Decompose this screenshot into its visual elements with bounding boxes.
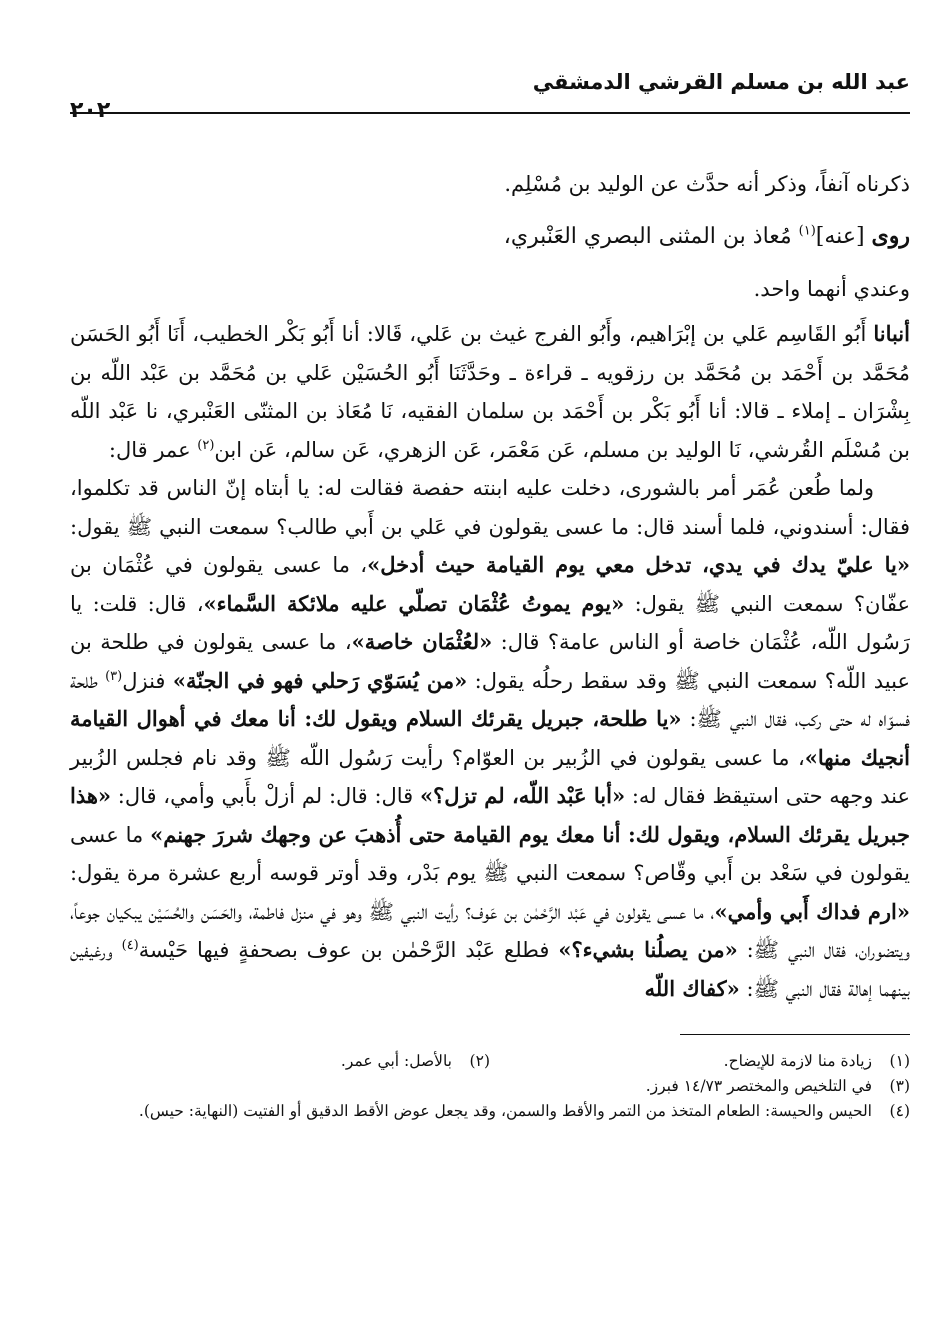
hadith-quote: «أبا عَبْد اللّه، لم تزل؟» xyxy=(419,783,626,808)
matn-text: ، ما عسى يقولون في عُثْمَان بن عفّان؟ سمعت النبي ﷺ يقول: xyxy=(70,553,910,616)
running-title: عبد الله بن مسلم القرشي الدمشقي xyxy=(532,70,910,94)
footnote-1 xyxy=(490,1049,910,1074)
matn-text: ولما طُعن عُمَر أمر بالشورى، دخلت عليه ابنته حفصة فقالت له: يا أبتاه إنّ الناس قد تكلموا، فقال: أسندوني، فلما أسند قال: ما عسى يقولون في عَلي بن أَبي طالب؟ سمعت النبي ﷺ يقول: xyxy=(70,476,910,539)
hadith-quote: «لعُثْمَان خاصة» xyxy=(351,629,493,654)
paragraph-2 xyxy=(70,210,910,263)
footnote-number: (٣) xyxy=(889,1077,910,1095)
matn-text: ، قال: قلت: يا رَسُول اللّه، عُثْمَان خاصة أو الناس عامة؟ قال: xyxy=(70,591,910,654)
paragraph-1-text: ذكرناه آنفاً، وذكر أنه حدَّث عن الوليد بن مُسْلِم. xyxy=(504,172,910,196)
footnote-text: في التلخيص والمختصر ١٤/٧٣ فبرز. xyxy=(645,1077,872,1095)
footnote-ref-4[interactable]: (٤) xyxy=(121,938,139,953)
hadith-quote: «هذا جبريل يقرئك السلام، ويقول لك: أنا معك يوم القيامة حتى أُذهبَ عن وجهك شررَ جهنم» xyxy=(70,783,910,847)
hadith-quote: «من يُسَوّي رَحلي فهو في الجنّة» xyxy=(172,667,468,693)
footnote-divider xyxy=(680,1034,910,1035)
footnote-text: بالأصل: أبي عمر. xyxy=(340,1052,452,1070)
narration-keyword: روى xyxy=(871,223,910,249)
paragraph-3 xyxy=(70,263,910,315)
hadith-quote: «ارم فداك أَبي وأمي» xyxy=(714,898,910,924)
matn-text: ورغيفين بينهما إهالة فقال النبي ﷺ: xyxy=(70,938,910,1001)
matn-text: ما عسى يقولون في سَعْد بن أَبي وقّاص؟ سمعت النبي ﷺ يوم بَدْر، وقد أوتر قوسه أربع عشرة مرة يقول: xyxy=(70,822,910,885)
footnote-text: زيادة منا لازمة للإيضاح. xyxy=(723,1052,872,1070)
footnote-row xyxy=(70,1049,910,1074)
matn-text: ، ما عسى يقولون في الزُبير بن العوّام؟ رأيت رَسُول اللّه ﷺ وقد نام فجلس الزُبير عند وجهه حتى استيقظ فقال له: xyxy=(70,745,910,808)
matn-text: فطلع عَبْد الرَّحْمٰن بن عوف بصحفةٍ فيها حَيْسة xyxy=(138,938,559,962)
matn-text: ، ما عسى يقولون في عَبْد الرَّحْمٰن بن عَوف؟ رأيت النبي ﷺ وهو في منزل فاطمة، والحَسَن والحُسَيْن يبكيان جوعاً، ويتضوران، فقال النبي ﷺ: xyxy=(70,899,911,962)
footnote-text: الحيس والحيسة: الطعام المتخذ من التمر والأقط والسمن، وقد يجعل عوض الأقط الدقيق أو الفتيت (النهاية: حيس). xyxy=(138,1102,872,1120)
footnote-ref-1[interactable]: (١) xyxy=(798,223,816,239)
narration-keyword: أنبانا xyxy=(873,321,910,346)
footnote-ref-3[interactable]: (٣) xyxy=(105,668,123,684)
footnotes xyxy=(70,1049,910,1124)
paragraph-5-matn xyxy=(70,469,910,1008)
footnote-4 xyxy=(70,1099,910,1124)
footnote-number: (٤) xyxy=(889,1102,910,1120)
matn-text: فنزل xyxy=(122,668,173,693)
page-header xyxy=(70,60,910,123)
main-text xyxy=(70,158,910,1008)
matn-text: طلحة فسوّاه له حتى ركب، فقال النبي ﷺ: xyxy=(70,668,910,731)
book-page xyxy=(70,60,910,1310)
paragraph-3-text: وعندي أنهما واحد. xyxy=(753,277,910,301)
matn-text: قال: قال: لم أزلْ بأَبي وأمي، قال: xyxy=(111,784,420,808)
footnote-ref-2[interactable]: (٢) xyxy=(197,437,215,453)
page-number: ٢٠٢ xyxy=(70,98,111,123)
hadith-quote: «من يصلُنا بشيء؟» xyxy=(558,937,738,962)
paragraph-4-isnad xyxy=(70,315,910,469)
paragraph-1 xyxy=(70,158,910,210)
footnote-2 xyxy=(70,1049,490,1074)
footnote-3 xyxy=(70,1074,910,1099)
editorial-addition: [عنه] xyxy=(815,224,865,249)
hadith-quote: «يا طلحة، جبريل يقرئك السلام ويقول لك: أنا معك في أهوال القيامة أنجيك منها» xyxy=(70,706,910,770)
matn-text: ، ما عسى يقولون في طلحة بن عبيد اللّه؟ سمعت النبي ﷺ وقد سقط رحلُه يقول: xyxy=(70,630,910,693)
isnad-text-a: أَبُو القَاسِم عَلي بن إبْرَاهيم، وأَبُو الفرج غيث بن عَلي، قَالا: أنا أَبُو بَكْر الخطيب، أَنَا أَبُو الحَسَن مُحَمَّد بن أَحْمَد بن مُحَمَّد بن رزقويه ـ قراءة ـ وحَدَّثَنَا أَبُو الحُسَيْن عَلي بن مُحَمَّد بن عَبْد اللّه بن بِشْرَان ـ إملاء ـ قالا: أنا أَبُو بَكْر بن أَحْمَد بن سلمان الفقيه، نَا مُعَاذ بن المثنّى العَنْبري، نا عَبْد اللّه بن مُسْلَم القُرشي، نَا الوليد بن مسلم، عَن مَعْمَر، عَن الزهري، عَن سالم، عَن ابن xyxy=(70,322,911,462)
hadith-quote: «كفاك اللّه xyxy=(644,975,740,1001)
isnad-text-b: عمر قال: xyxy=(108,437,198,462)
footnote-number: (٢) xyxy=(469,1052,490,1070)
hadith-quote: «يا عليّ يدك في يدي، تدخل معي يوم القيامة حيث أدخل» xyxy=(367,552,910,577)
paragraph-2-text: مُعاذ بن المثنى البصري العَنْبري، xyxy=(503,224,799,249)
hadith-quote: «يوم يموتُ عُثْمَان تصلّي عليه ملائكة السَّماء» xyxy=(203,590,625,616)
footnote-number: (١) xyxy=(889,1052,910,1070)
